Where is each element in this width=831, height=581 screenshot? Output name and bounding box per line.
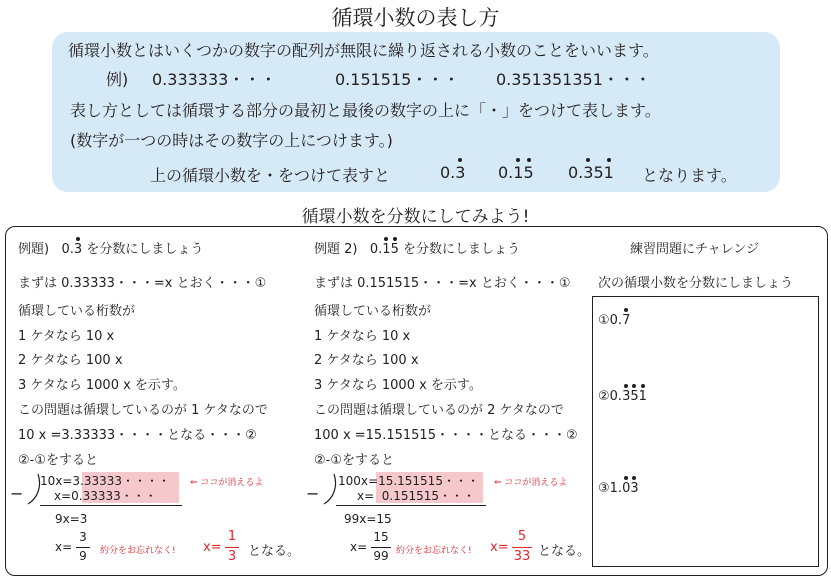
page-title: 循環小数の表し方 [331,6,500,30]
example1-line: 2 ケタなら 100 x [18,353,123,368]
practice-question-1: ①0.7 [598,313,631,328]
example-value-1: 0.333333・・・ [152,70,277,89]
example1-minus: − [10,484,24,503]
example2-line: この問題は循環しているのが 2 ケタなので [314,403,564,418]
example1-x-label-2: x= [203,540,222,555]
example2-x-label: x= [350,540,368,554]
practice-question-2: ②0.351 [598,389,647,404]
intro-line-1: 循環小数とはいくつかの数字の配列が無限に繰り返される小数のことをいいます。 [68,41,659,60]
example1-eq1: 10x=3.33333・・・・ [40,474,171,488]
example2-line: 100 x =15.151515・・・・となる・・・② [314,428,578,443]
example-label: 例) [106,70,129,89]
example1-line: ②-①をすると [18,453,98,468]
example2-eq1: 100x=15.151515・・・ [338,474,479,488]
example2-x-label-2: x= [490,540,509,555]
example2-minus: − [306,484,320,503]
dotted-decimal-2: 0.15 [498,163,534,182]
example2-line: 1 ケタなら 10 x [314,329,411,344]
example2-heading: 例題 2) 0.15 を分数にしましょう [314,242,521,257]
example1-reminder: 約分をお忘れなく! [100,546,176,556]
example2-line: 循環している桁数が [314,304,432,319]
intro-line-5: 上の循環小数を・をつけて表すと [150,166,391,185]
dotted-decimal-1: 0.3 [440,163,466,182]
intro-line-4: (数字が一つの時はその数字の上につけます。) [70,131,393,150]
practice-question-3: ③1.03 [598,481,639,496]
example1-heading: 例題) 0.3 を分数にしましょう [18,242,204,257]
example-value-2: 0.151515・・・ [335,70,460,89]
section-subtitle: 循環小数を分数にしてみよう! [301,207,530,227]
example2-line: 2 ケタなら 100 x [314,353,419,368]
practice-heading: 練習問題にチャレンジ [630,242,759,257]
practice-box [592,296,819,567]
example1-note: ⇐ ココが消えるよ [190,478,264,488]
example1-x-label: x= [55,540,73,554]
example2-end: となる。 [538,544,591,559]
example1-line: 10 x =3.33333・・・・となる・・・② [18,428,257,443]
example-value-3: 0.351351351・・・ [496,70,651,89]
example1-answer-fraction: 1 3 [224,529,240,567]
example1-line: 循環している桁数が [18,304,136,319]
example2-eq2: x= 0.151515・・・ [357,489,476,503]
example1-eq2: x=0.33333・・・ [54,489,157,503]
example2-subtraction-line [336,505,486,506]
example2-note: ⇐ ココが消えるよ [494,478,568,488]
example2-result: 99x=15 [344,512,392,526]
example2-line: 3 ケタなら 1000 x を示す。 [314,378,482,393]
example1-end: となる。 [248,544,301,559]
intro-line-5-end: となります。 [642,166,737,185]
example2-line: ②-①をすると [314,453,394,468]
practice-instruction: 次の循環小数を分数にしましょう [598,276,794,291]
example1-fraction: 3 9 [75,530,91,566]
example2-line: まずは 0.151515・・・=x とおく・・・① [314,276,571,291]
example2-reminder: 約分をお忘れなく! [396,546,472,556]
example2-bracket [322,472,338,506]
example1-line: まずは 0.33333・・・=x とおく・・・① [18,276,267,291]
dotted-decimal-3: 0.351 [568,163,614,182]
example1-line: この問題は循環しているのが 1 ケタなので [18,403,268,418]
example2-answer-fraction: 5 33 [513,529,531,564]
intro-line-3: 表し方としては循環する部分の最初と最後の数字の上に「・」をつけて表します。 [70,101,661,120]
example2-fraction: 15 99 [370,530,392,566]
example1-line: 1 ケタなら 10 x [18,329,115,344]
example1-subtraction-line [40,505,182,506]
example1-bracket [26,472,42,506]
example1-line: 3 ケタなら 1000 x を示す。 [18,378,186,393]
example1-result: 9x=3 [55,512,88,526]
